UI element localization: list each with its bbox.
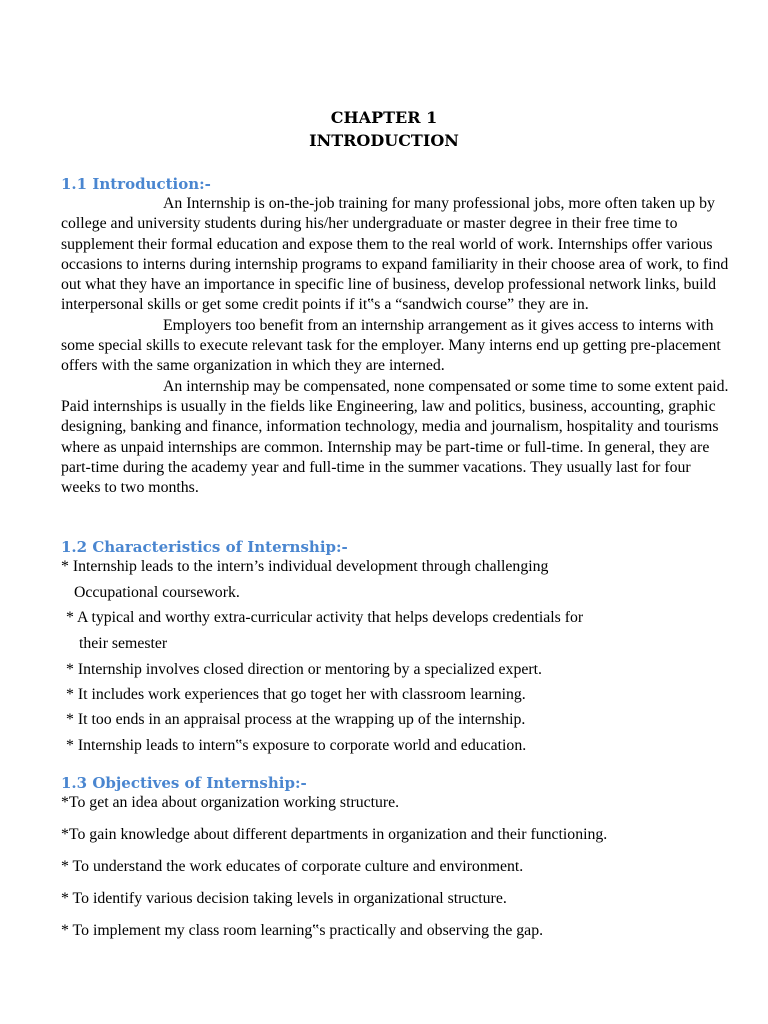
list-item: * A typical and worthy extra-curricular activity that helps develops credentials for bbox=[66, 609, 584, 626]
list-item: *To gain knowledge about different departments in organization and their functioning. bbox=[61, 826, 608, 843]
list-item: * To understand the work educates of corporate culture and environment. bbox=[61, 858, 524, 875]
paragraph: Employers too benefit from an internship arrangement as it gives access to interns with some special skills to execute relevant task for the employer. Many interns end up getting pre-placement offers with the same organization in which they are interned. bbox=[61, 316, 721, 375]
paragraph: An internship may be compensated, none compensated or some time to some extent paid. Paid internships is usually in the fields like Engineering, law and politics, business, accounting, graphic designing, banking and finance, information technology, media and journalism, hospitality and tourisms where as unpaid internships are common. Internship may be part-time or full-time. In general, they are part-time during the academy year and full-time in the summer vacations. They usually last for four weeks to two months. bbox=[61, 377, 729, 497]
list-item: Occupational coursework. bbox=[74, 584, 240, 601]
section-heading-objectives: 1.3 Objectives of Internship:- bbox=[61, 774, 307, 792]
list-item: their semester bbox=[79, 635, 168, 652]
list-item: * Internship involves closed direction or mentoring by a specialized expert. bbox=[66, 661, 542, 678]
list-item: * Internship leads to intern‟s exposure to corporate world and education. bbox=[66, 737, 527, 754]
paragraph: An Internship is on-the-job training for many professional jobs, more often taken up by college and university students during his/her undergraduate or master degree in their free time to supplement their formal education and expose them to the real world of work. Internships offer various occasions to interns during internship programs to expand familiarity in their choose area of work, to find out what they have an importance in specific line of business, develop professional network links, build interpersonal skills or get some credit points if it‟s a “sandwich course” they are in. bbox=[61, 195, 729, 314]
list-item: * Internship leads to the intern’s individual development through challenging bbox=[61, 558, 549, 575]
list-item: * To implement my class room learning‟s practically and observing the gap. bbox=[61, 922, 544, 939]
section-heading-characteristics: 1.2 Characteristics of Internship:- bbox=[61, 538, 348, 556]
chapter-title: INTRODUCTION bbox=[309, 131, 459, 150]
introduction-body bbox=[61, 194, 731, 498]
list-item: * It too ends in an appraisal process at the wrapping up of the internship. bbox=[66, 711, 526, 728]
section-heading-introduction: 1.1 Introduction:- bbox=[61, 175, 211, 193]
list-item: *To get an idea about organization working structure. bbox=[61, 794, 400, 811]
chapter-number: CHAPTER 1 bbox=[330, 108, 438, 127]
list-item: * It includes work experiences that go toget her with classroom learning. bbox=[66, 686, 526, 703]
list-item: * To identify various decision taking levels in organizational structure. bbox=[61, 890, 507, 907]
